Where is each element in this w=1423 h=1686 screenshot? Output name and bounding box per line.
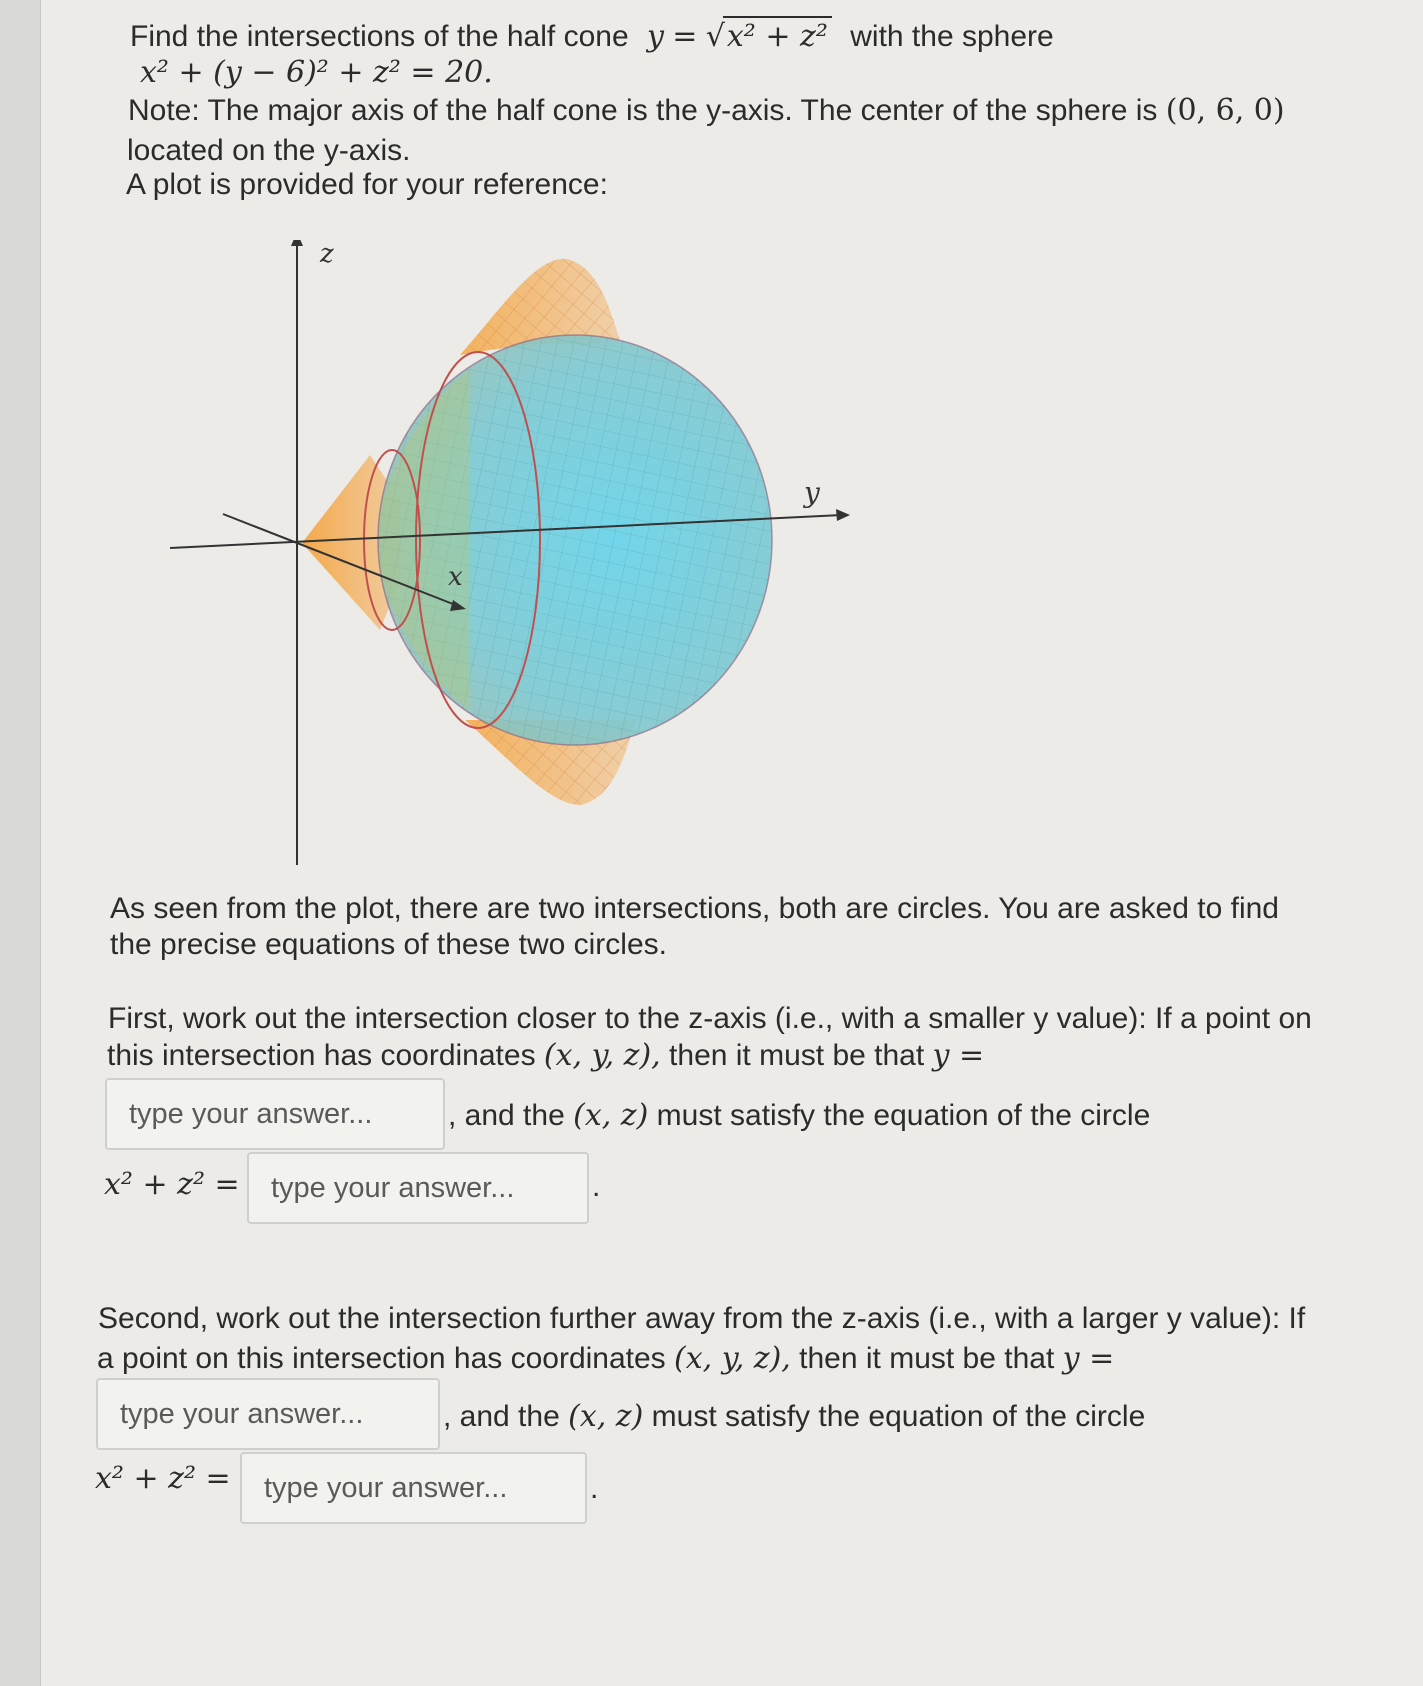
note-line [128,92,1285,130]
part2-line-1: Second, work out the intersection further away from the z-axis (i.e., with a larger y value): If [98,1302,1306,1335]
sqrt-sign: √ [705,19,725,54]
explanation-line-1: As seen from the plot, there are two intersections, both are circles. You are asked to find [110,892,1279,925]
part2-coords-text: a point on this intersection has coordinates [97,1342,666,1375]
part1-then-text: then it must be that [669,1039,925,1072]
part1-y-eq: y = [932,1038,985,1073]
part1-line-2 [107,1037,984,1075]
part2-xz: (x, z) [568,1399,644,1434]
part1-coords: (x, y, z), [543,1038,661,1073]
y-axis-arrow-icon [836,509,850,521]
part1-line-1: First, work out the intersection closer to the z-axis (i.e., with a smaller y value): If a point on [108,1002,1312,1035]
part1-and-text: , and the [448,1099,565,1132]
cone-inside-sphere [380,370,470,710]
problem-line-1 [130,16,1054,56]
part1-coords-text: this intersection has coordinates [107,1039,536,1072]
part2-y-input[interactable] [96,1378,440,1450]
part2-line-2 [97,1340,1114,1378]
part1-y-input[interactable] [105,1078,445,1150]
y-axis-label: y [804,476,820,509]
cone-lhs: y [646,19,664,54]
part1-radius-input[interactable] [247,1152,589,1224]
part2-radius-input[interactable] [240,1452,587,1524]
part2-and-text: , and the [443,1400,560,1433]
part2-then-text: then it must be that [799,1342,1055,1375]
part1-circle-lhs: x² + z² = [104,1167,240,1202]
cone-eq-sign: = [672,19,698,54]
with-sphere-text: with the sphere [850,20,1054,53]
z-axis-label: z [320,240,334,269]
part1-xz: (x, z) [573,1098,649,1133]
intro-text: Find the intersections of the half cone [130,20,629,53]
cone-rhs: x² + z² [723,16,832,56]
part2-coords: (x, y, z), [674,1341,791,1376]
explanation-line-2: the precise equations of these two circles. [110,928,667,961]
sphere-equation: x² + (y − 6)² + z² = 20. [140,55,493,90]
note-text: Note: The major axis of the half cone is the y-axis. The center of the sphere is [128,94,1158,127]
part1-and-line [448,1097,1150,1135]
part2-and-line [443,1398,1145,1436]
x-axis-label: x [448,562,463,592]
part1-period: . [592,1170,601,1203]
part2-period: . [590,1472,599,1505]
part2-circle-lhs: x² + z² = [95,1461,231,1496]
z-axis-arrow-icon [291,240,303,246]
part2-satisfy-text: must satisfy the equation of the circle [651,1400,1146,1433]
sphere-center: (0, 6, 0) [1165,93,1285,128]
part2-y-eq: y = [1062,1341,1115,1376]
cone-sphere-plot [170,240,870,880]
plot-reference-text: A plot is provided for your reference: [126,168,608,201]
note-line-2: located on the y-axis. [127,134,411,167]
part1-satisfy-text: must satisfy the equation of the circle [656,1099,1151,1132]
